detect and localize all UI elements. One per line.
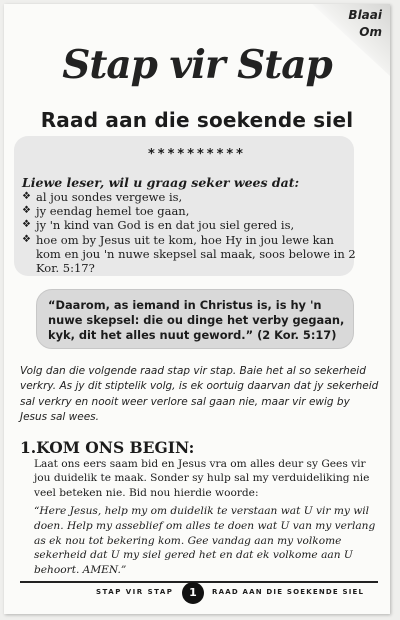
turn-page-label-line-1: Blaai [348, 8, 382, 22]
page-title: Stap vir Stap [62, 42, 332, 88]
diamond-bullet-icon: ❖ [22, 233, 31, 245]
intro-list [22, 190, 362, 275]
scripture-quote: “Daarom, as iemand in Christus is, is hy 'n nuwe skepsel: die ou dinge het verby gegaan, kyk, dit het alles nuut geword.” (2 Kor. 5:17) [48, 298, 345, 342]
intro-lead: Liewe leser, wil u graag seker wees dat: [22, 175, 300, 190]
list-item: ❖ al jou sondes vergewe is, [22, 190, 183, 204]
star-divider: ********** [148, 147, 246, 162]
diamond-bullet-icon: ❖ [22, 205, 31, 217]
diamond-bullet-icon: ❖ [22, 219, 31, 231]
prayer-text: “Here Jesus, help my om duidelik te verstaan wat U vir my wil doen. Help my asseblief om alles te doen wat U van my verlang as ek nou tot bekering kom. Gee vandag aan my volkome sekerheid dat U my siel gered het en dat ek volkome aan U behoort. AMEN.” [34, 505, 376, 577]
turn-page-label[interactable] [326, 7, 382, 41]
footer-right-text: RAAD AAN DIE SOEKENDE SIEL [212, 588, 365, 596]
instruction-paragraph: Volg dan die volgende raad stap vir stap. Baie het al so sekerheid verkry. As jy dit stiptelik volg, is ek oortuig daarvan dat jy sekerheid sal verkry en nooit weer verlore sal gaan nie, maar vir ewig by Jesus sal wees. [20, 365, 379, 423]
section-body: Laat ons eers saam bid en Jesus vra om alles deur sy Gees vir jou duidelik te maak. Sonder sy hulp sal my verduideliking nie veel beteken nie. Bid nou hierdie woorde: [34, 458, 370, 499]
section-heading: 1.KOM ONS BEGIN: [20, 438, 195, 457]
list-item: ❖ jy 'n kind van God is en dat jou siel gered is, [22, 218, 295, 233]
list-item: ❖ jy eendag hemel toe gaan, [22, 204, 190, 219]
page-subtitle: Raad aan die soekende siel [40, 108, 354, 132]
turn-page-label-line-2: Om [359, 25, 382, 39]
list-item: ❖ hoe om by Jesus uit te kom, hoe Hy in jou lewe kan kom en jou 'n nuwe skepsel sal maak, soos belowe in 2 Kor. 5:17? [22, 232, 356, 276]
page-number: 1 [182, 582, 204, 604]
diamond-bullet-icon: ❖ [22, 191, 31, 202]
footer-left-text: STAP VIR STAP [96, 588, 174, 596]
footer-rule [20, 581, 378, 583]
booklet-page [4, 4, 390, 614]
